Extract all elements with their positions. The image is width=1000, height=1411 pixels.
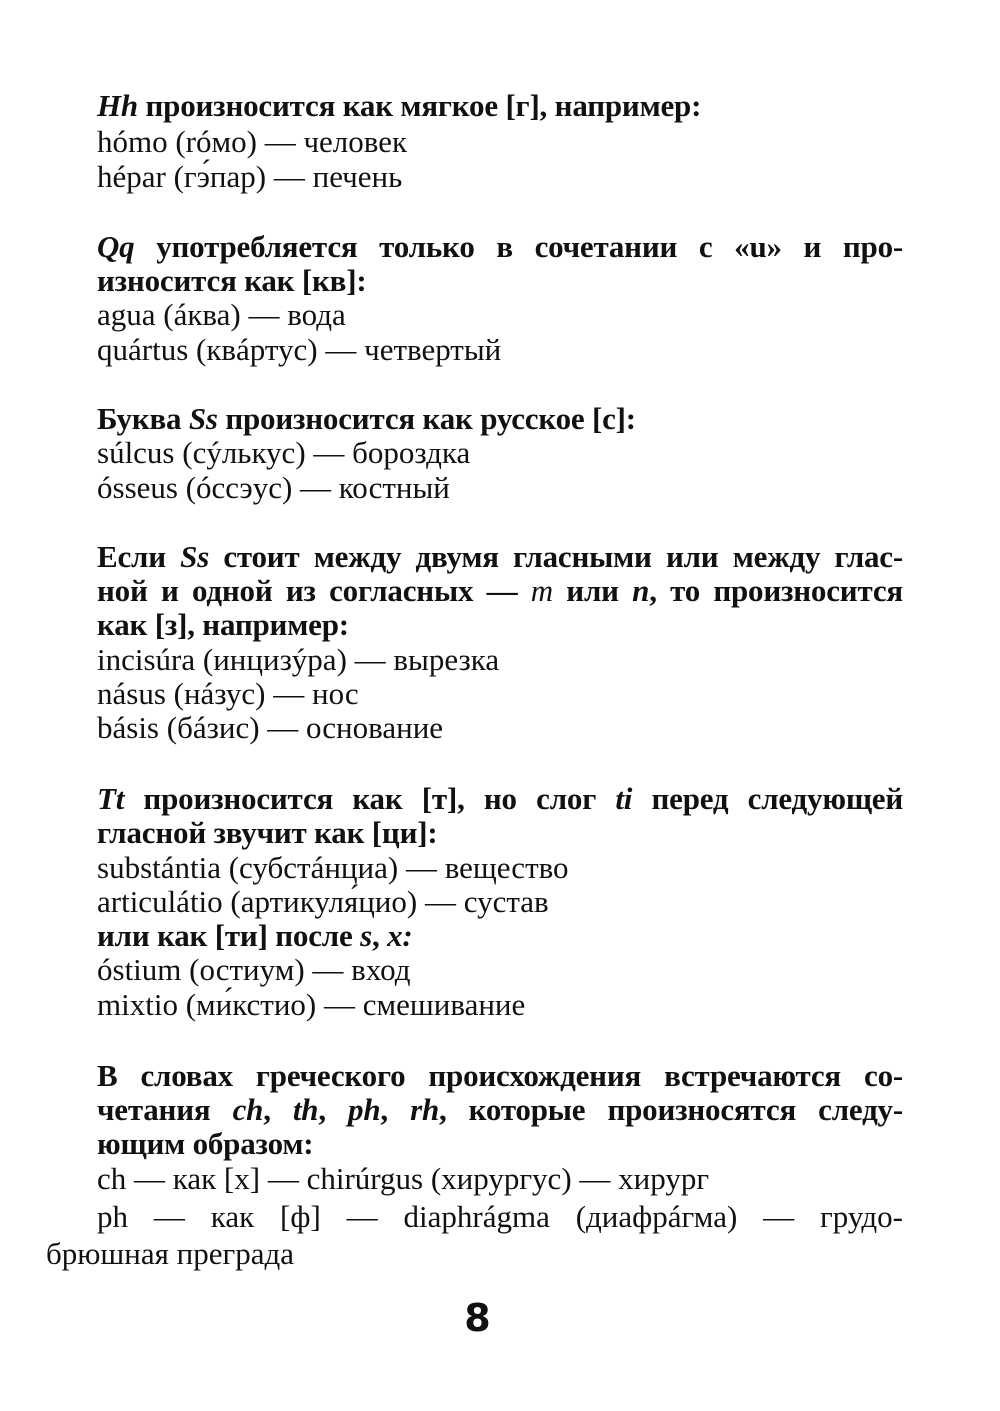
- rule-heading-h: [97, 88, 701, 124]
- example-line: articulátio (артикуля́цио) — сустав: [97, 884, 549, 919]
- letter-s: Ss: [188, 401, 218, 436]
- rule-text: ,: [371, 918, 388, 953]
- page-number: 8: [464, 1296, 491, 1340]
- example-line: ósseus (óссэус) — костный: [97, 470, 450, 505]
- combination-th: th: [292, 1092, 319, 1127]
- rule-text: стоит между двумя гласными или между глас-: [209, 539, 903, 574]
- example-line: súlcus (сýлькус) — бороздка: [97, 435, 471, 470]
- example-line: agua (áква) — вода: [97, 297, 346, 332]
- combination-ph: ph: [348, 1092, 381, 1127]
- example-line-continuation: брюшная преграда: [46, 1236, 295, 1271]
- example-line: mixtio (ми́кстио) — смешивание: [97, 987, 526, 1022]
- rule-text: употребляется только в сочетании с «u» и про-: [134, 229, 903, 264]
- rule-text: произносится как русское [с]:: [217, 401, 636, 436]
- rule-heading-s-voiced-end: как [з], например:: [97, 607, 349, 642]
- syllable-ti: ti: [615, 781, 633, 816]
- rule-heading-greek-end: ющим образом:: [97, 1126, 314, 1161]
- letter-h: Hh: [97, 88, 138, 123]
- rule-heading-s-voiced-cont: [97, 573, 903, 609]
- example-line: quártus (квáртус) — четвертый: [97, 332, 502, 367]
- letter-s: s: [360, 918, 372, 953]
- rule-text: ной и одной из согласных —: [97, 573, 531, 608]
- example-line: hépar (гэ́пар) — печень: [97, 159, 403, 194]
- rule-heading-s-voiced: [97, 539, 903, 575]
- rule-subheading-t: [97, 918, 413, 954]
- rule-text: четания: [97, 1092, 233, 1127]
- example-line: ch — как [х] — chirúrgus (хирургус) — хирург: [97, 1161, 710, 1196]
- rule-text: , то произносится: [649, 573, 903, 608]
- letter-x: x:: [387, 918, 413, 953]
- combination-ch: ch: [232, 1092, 264, 1127]
- letter-t: Tt: [97, 781, 125, 816]
- rule-text: произносится как мягкое [г], например:: [137, 88, 702, 123]
- rule-text: Если: [97, 539, 181, 574]
- rule-heading-t-cont: гласной звучит как [ци]:: [97, 815, 438, 850]
- example-line: óstium (остиум) — вход: [97, 952, 411, 987]
- letter-n: n: [632, 573, 650, 608]
- rule-text: ,: [263, 1092, 293, 1127]
- letter-m: m: [530, 573, 553, 608]
- rule-heading-greek: В словах греческого происхождения встречаются со-: [97, 1058, 903, 1093]
- rule-heading-t: [97, 781, 903, 817]
- rule-text: ,: [318, 1092, 349, 1127]
- rule-text: , которые произносятся следу-: [438, 1092, 903, 1127]
- combination-rh: rh: [410, 1092, 439, 1127]
- example-line: incisúra (инцизýра) — вырезка: [97, 642, 500, 677]
- letter-q: Qq: [97, 229, 135, 264]
- letter-s: Ss: [180, 539, 210, 574]
- rule-text: произносится как [т], но слог: [124, 781, 616, 816]
- rule-text: или как [ти] после: [97, 918, 361, 953]
- rule-text: перед следующей: [632, 781, 904, 816]
- example-line: hómo (róмo) — человек: [97, 124, 408, 159]
- example-line: substántia (субстáнциа) — вещество: [97, 850, 569, 885]
- rule-heading-q: [97, 229, 903, 265]
- example-line: ph — как [ф] — diaphrágma (диафрáгма) — грудо-: [97, 1199, 903, 1234]
- rule-heading-q-cont: износится как [кв]:: [97, 263, 367, 298]
- example-line: básis (бáзис) — основание: [97, 710, 444, 745]
- rule-heading-greek-cont: [97, 1092, 903, 1128]
- rule-text: или: [552, 573, 633, 608]
- rule-heading-s: [97, 401, 636, 437]
- rule-text: Буква: [97, 401, 189, 436]
- example-line: násus (нáзус) — нос: [97, 676, 359, 711]
- rule-text: ,: [380, 1092, 411, 1127]
